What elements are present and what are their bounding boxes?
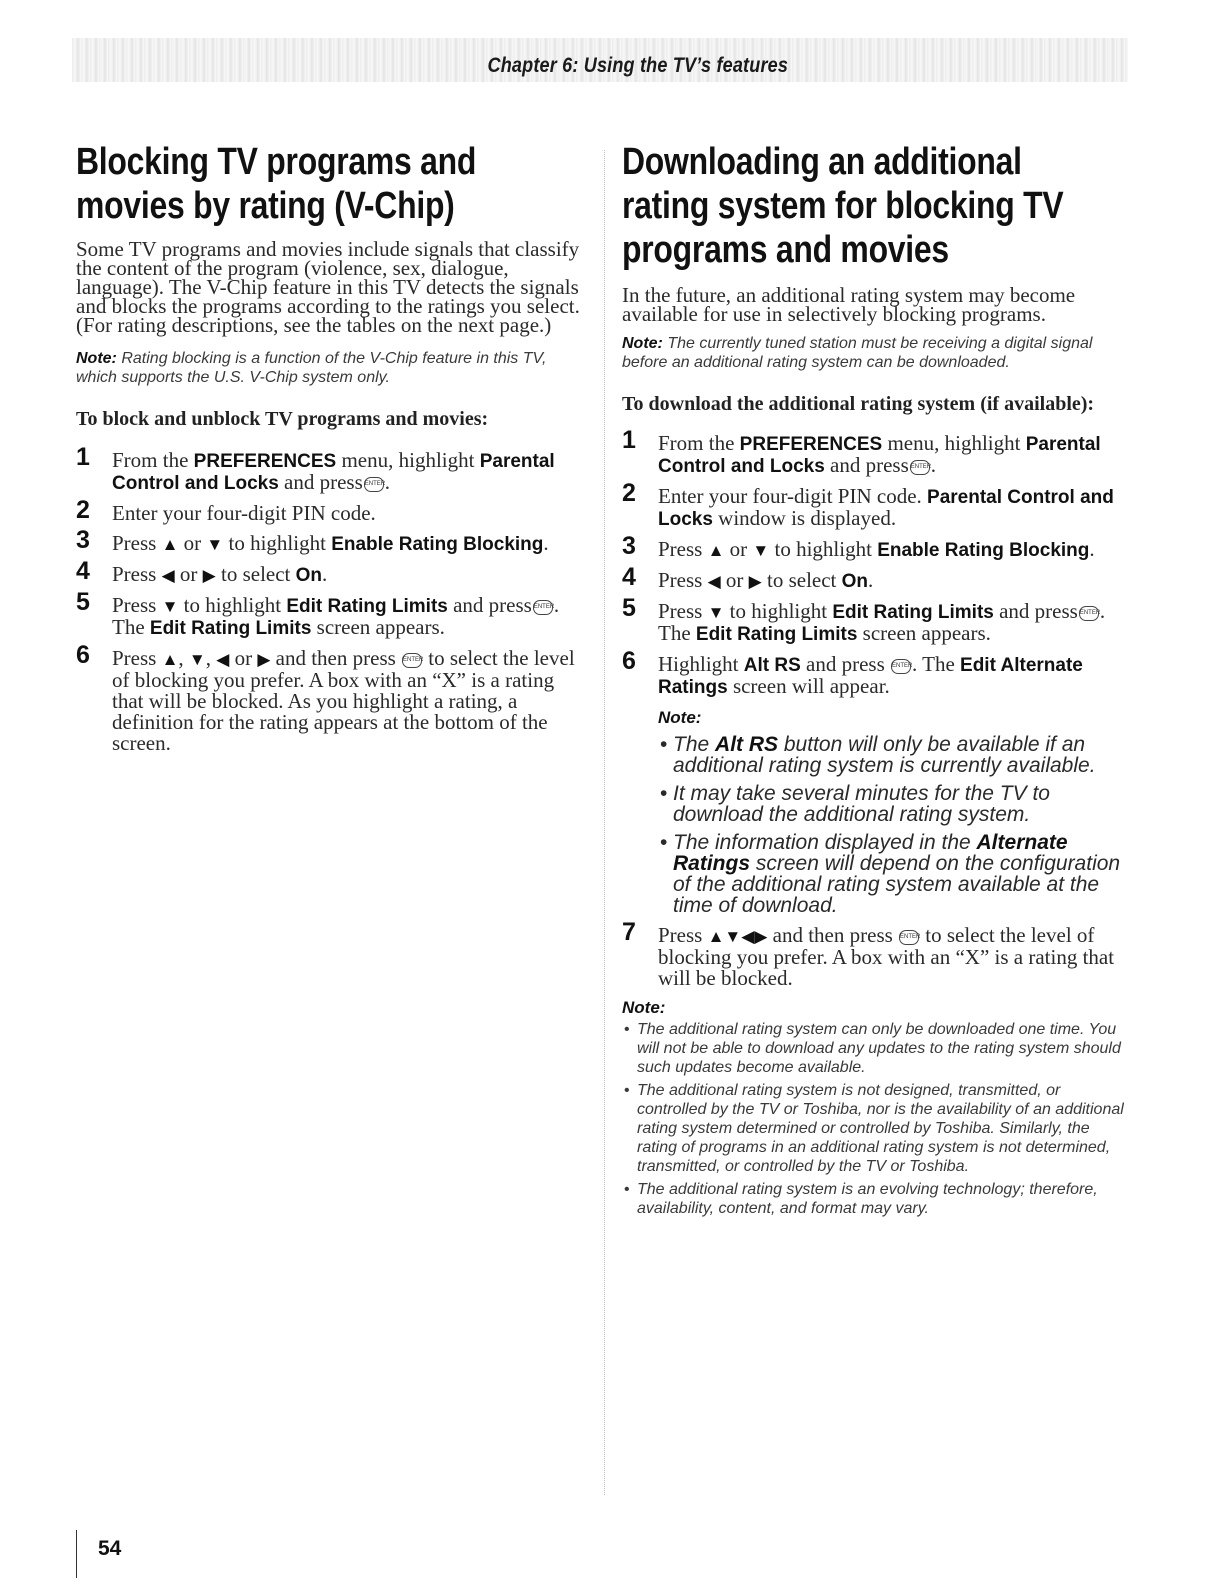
- screen-name: Edit Alternate Ratings: [658, 655, 1083, 698]
- step-number: 3: [622, 532, 636, 560]
- list-item: [76, 641, 580, 755]
- step-text: to select the level of blocking you prefer. A box with an “X” is a rating that will be blocked.: [658, 923, 1115, 990]
- step-text: Enter your four-digit PIN code.: [112, 501, 376, 525]
- right-arrow-icon: ▶: [202, 566, 216, 585]
- list-item: • The additional rating system is an evolving technology; therefore, availability, content, and format may vary.: [622, 1180, 1126, 1218]
- note-text: button will only be available if an additional rating system is currently available.: [673, 733, 1096, 777]
- step-number: 6: [76, 641, 90, 669]
- step-text: or: [729, 537, 748, 561]
- menu-item-name: Edit Rating Limits: [286, 596, 448, 617]
- step-text: and press: [830, 453, 909, 477]
- step-text: to select the level of blocking you prefer. A box with an “X” is a rating that will be blocked. As you highlight a rating, a definition for the rating appears at the bottom of the screen.: [112, 646, 575, 755]
- step-text: Press: [658, 568, 703, 592]
- step-text: .: [930, 453, 937, 477]
- step-text: or: [725, 568, 744, 592]
- button-name: Alt RS: [743, 655, 801, 676]
- menu-name: PREFERENCES: [193, 451, 337, 472]
- left-column: [76, 140, 580, 763]
- step-text: or: [234, 646, 253, 670]
- right-steps: [622, 426, 1126, 990]
- up-arrow-icon: ▲: [161, 535, 179, 554]
- left-note: [76, 349, 580, 387]
- right-intro: In the future, an additional rating system may become available for use in selectively blocking programs.: [622, 283, 1076, 326]
- right-note: [622, 334, 1126, 372]
- window-name: Parental Control and Locks: [658, 487, 1114, 530]
- step-text: .: [868, 568, 874, 592]
- up-arrow-icon: ▲: [707, 541, 725, 560]
- list-item: • The additional rating system can only be downloaded one time. You will not be able to download any updates to the rating system should such updates become available.: [622, 1020, 1126, 1077]
- step-text: Press: [658, 599, 703, 623]
- step-number: 1: [76, 443, 90, 471]
- step-number: 4: [76, 557, 90, 585]
- step-number: 7: [622, 918, 636, 946]
- screen-name: Edit Rating Limits: [149, 618, 312, 639]
- right-column: [622, 140, 1126, 1222]
- step-number: 1: [622, 426, 636, 454]
- step-text: ,: [178, 646, 184, 670]
- button-name: Alt RS: [715, 733, 779, 756]
- left-arrow-icon: ◀: [216, 650, 230, 669]
- menu-name: PREFERENCES: [739, 434, 883, 455]
- up-arrow-icon: ▲: [161, 650, 179, 669]
- right-arrow-icon: ▶: [748, 572, 762, 591]
- step-text: screen will appear.: [732, 674, 890, 698]
- list-item: [76, 557, 580, 586]
- step-text: screen appears.: [316, 615, 445, 639]
- step-text: Press: [112, 593, 157, 617]
- left-steps: [76, 443, 580, 755]
- left-heading: Blocking TV programs and movies by rating (V-Chip): [76, 141, 477, 227]
- step-text: and press: [806, 652, 885, 676]
- step-text: The: [658, 621, 691, 645]
- list-item: • The additional rating system is not designed, transmitted, or controlled by the TV or Toshiba, nor is the availability of an additional rating system determined or controlled by Toshiba. Similarly, the rating of programs in an additional rating system is not determined, transmitted, or controlled by the TV or Toshiba.: [622, 1081, 1126, 1176]
- column-divider: [604, 150, 605, 1495]
- step-text: . The: [912, 652, 955, 676]
- setting-value: On: [841, 571, 869, 592]
- step-text: Press: [112, 646, 157, 670]
- step-note: [658, 708, 1126, 916]
- note-text: The information displayed in the: [673, 831, 971, 854]
- step-text: ,: [205, 646, 211, 670]
- menu-item-name: Edit Rating Limits: [832, 602, 994, 623]
- list-item: [622, 647, 1126, 917]
- list-item: [622, 594, 1126, 645]
- menu-item-name: Parental Control and Locks: [658, 434, 1101, 477]
- step-text: Highlight: [658, 652, 739, 676]
- step-text: .: [384, 470, 391, 494]
- step-text: to highlight: [774, 537, 872, 561]
- step-text: The: [112, 615, 145, 639]
- page-number: 54: [98, 1537, 122, 1560]
- list-item: [658, 832, 1126, 916]
- step-text: to select: [221, 562, 291, 586]
- final-note-bullets: [622, 1020, 1126, 1218]
- down-arrow-icon: ▼: [161, 597, 179, 616]
- down-arrow-icon: ▼: [188, 650, 206, 669]
- step-text: Press: [658, 537, 703, 561]
- list-item: [76, 496, 580, 525]
- step-text: Enter your four-digit PIN code.: [658, 484, 922, 508]
- left-arrow-icon: ◀: [161, 566, 175, 585]
- list-item: [622, 563, 1126, 592]
- step-number: 5: [76, 588, 90, 616]
- right-heading: Downloading an additional rating system for blocking TV programs and movies: [622, 141, 1064, 271]
- enter-button-icon: ENTER: [910, 460, 930, 475]
- step-number: 4: [622, 563, 636, 591]
- enter-button-icon: ENTER: [364, 477, 384, 492]
- step-text: .: [553, 593, 560, 617]
- menu-item-name: Parental Control and Locks: [112, 451, 555, 494]
- chapter-title: Chapter 6: Using the TV’s features: [487, 54, 789, 77]
- list-item: [76, 588, 580, 639]
- right-procedure-heading: To download the additional rating system (if available):: [622, 393, 1095, 415]
- step-text: Press: [112, 531, 157, 555]
- list-item: [658, 734, 1126, 776]
- step-text: .: [543, 531, 549, 555]
- menu-item-name: Enable Rating Blocking: [331, 534, 544, 555]
- footer-rule: [76, 1530, 77, 1578]
- enter-button-icon: ENTER: [891, 659, 911, 674]
- note-label: Note:: [622, 335, 663, 352]
- note-text: It may take several minutes for the TV to download the additional rating system.: [673, 782, 1050, 826]
- list-item: [622, 479, 1126, 530]
- down-arrow-icon: ▼: [206, 535, 224, 554]
- down-arrow-icon: ▼: [752, 541, 770, 560]
- step-text: From the: [112, 448, 189, 472]
- step-number: 2: [76, 496, 90, 524]
- menu-item-name: Enable Rating Blocking: [877, 540, 1090, 561]
- step-text: menu, highlight: [887, 431, 1021, 455]
- note-text: Rating blocking is a function of the V-Chip feature in this TV, which supports the U.S. V-Chip system only.: [76, 350, 547, 386]
- list-item: [76, 443, 580, 494]
- note-label: Note:: [658, 708, 702, 727]
- step-number: 2: [622, 479, 636, 507]
- enter-button-icon: ENTER: [402, 653, 422, 668]
- step-text: to highlight: [729, 599, 828, 623]
- step-number: 6: [622, 647, 636, 675]
- step-text: to select: [767, 568, 837, 592]
- step-text: screen appears.: [862, 621, 991, 645]
- list-item: [622, 918, 1126, 990]
- step-text: and press: [453, 593, 532, 617]
- left-arrow-icon: ◀: [707, 572, 721, 591]
- step-text: or: [179, 562, 198, 586]
- arrow-keys-icon: ▲▼◀▶: [707, 927, 768, 946]
- screen-name: Alternate Ratings: [673, 831, 1068, 875]
- step-text: and press: [999, 599, 1078, 623]
- step-text: .: [322, 562, 328, 586]
- step-text: window is displayed.: [718, 506, 897, 530]
- step-text: .: [1099, 599, 1106, 623]
- screen-name: Edit Rating Limits: [695, 624, 858, 645]
- note-text: The currently tuned station must be receiving a digital signal before an additional rating system can be downloaded.: [622, 335, 1093, 371]
- final-note: [622, 998, 1126, 1218]
- step-text: to highlight: [183, 593, 282, 617]
- step-number: 3: [76, 526, 90, 554]
- right-arrow-icon: ▶: [257, 650, 271, 669]
- list-item: [622, 426, 1126, 477]
- down-arrow-icon: ▼: [707, 603, 725, 622]
- note-label: Note:: [76, 350, 117, 367]
- step-text: and then press: [275, 646, 396, 670]
- step-text: and press: [284, 470, 363, 494]
- left-procedure-heading: To block and unblock TV programs and movies:: [76, 408, 489, 430]
- note-text: screen will depend on the configuration of the additional rating system available at the time of download.: [673, 852, 1121, 917]
- enter-button-icon: ENTER: [1079, 606, 1099, 621]
- step-text: Press: [112, 562, 157, 586]
- step-text: and then press: [772, 923, 893, 947]
- note-label: Note:: [622, 998, 666, 1017]
- enter-button-icon: ENTER: [899, 930, 919, 945]
- enter-button-icon: ENTER: [533, 600, 553, 615]
- step-text: From the: [658, 431, 735, 455]
- list-item: [622, 532, 1126, 561]
- step-number: 5: [622, 594, 636, 622]
- step-text: menu, highlight: [341, 448, 475, 472]
- list-item: [76, 526, 580, 555]
- note-bullets: [658, 734, 1126, 916]
- step-text: to highlight: [228, 531, 326, 555]
- step-text: .: [1089, 537, 1095, 561]
- step-text: Press: [658, 923, 703, 947]
- step-text: or: [183, 531, 202, 555]
- setting-value: On: [295, 565, 323, 586]
- left-intro: Some TV programs and movies include signals that classify the content of the program (violence, sex, dialogue, language). The V-Chip feature in this TV detects the signals and blocks the programs according to the ratings you select. (For rating descriptions, see the tables on the next page.): [76, 237, 580, 337]
- note-text: The: [673, 733, 710, 756]
- list-item: [658, 783, 1126, 825]
